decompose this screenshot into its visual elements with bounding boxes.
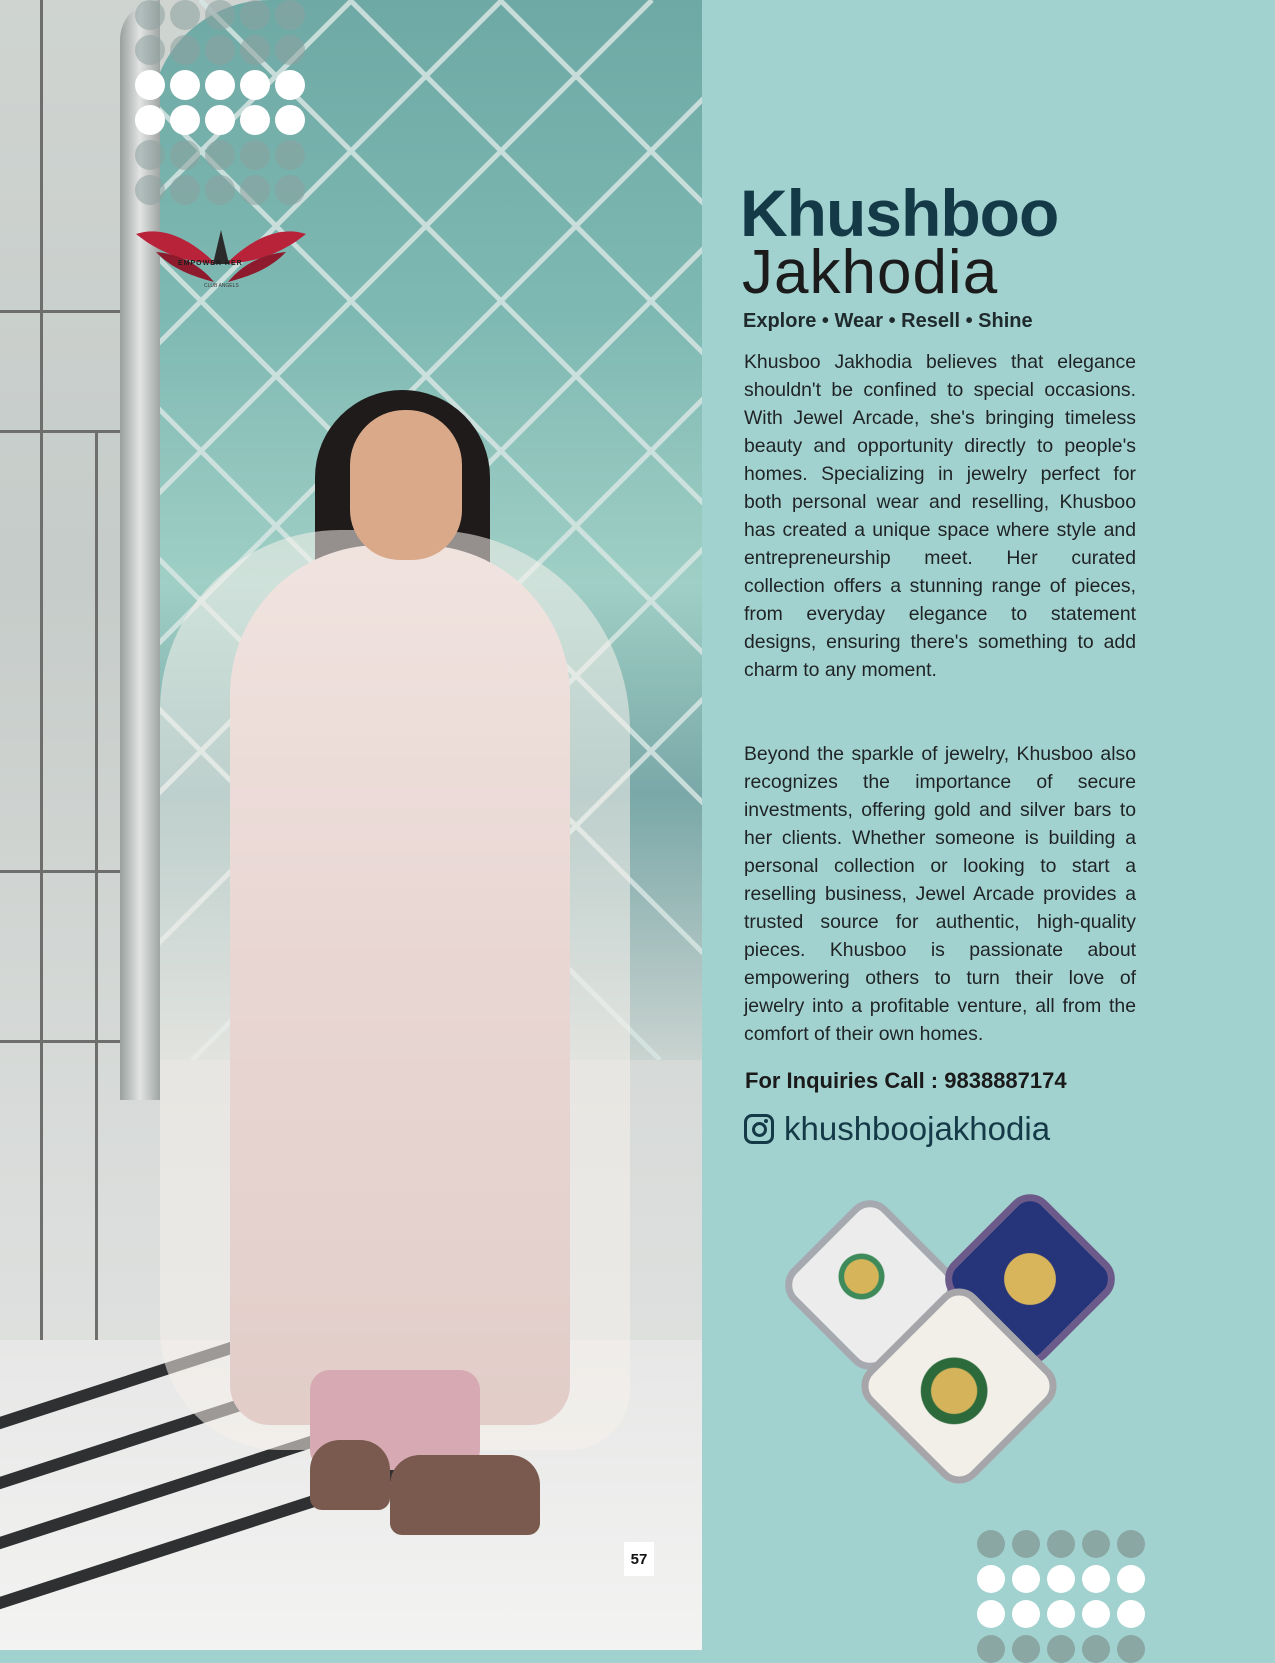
empower-her-logo-icon xyxy=(126,224,316,290)
woman-figure xyxy=(140,370,620,1570)
paragraph-intro: Khusboo Jakhodia believes that elegance shouldn't be confined to special occasions. With Jewel Arcade, she's bringing timeless beauty and opportunity directly to people's homes. Specializing in jewelry perfect for both personal wear and reselling, Khusboo has created a unique space where style and entrepreneurship meet. Her curated collection offers a stunning range of pieces, from everyday elegance to statement designs, ensuring there's something to add charm to any moment. xyxy=(744,351,1136,681)
decorative-dots-bottom xyxy=(977,1530,1145,1663)
page-number: 57 xyxy=(624,1542,654,1576)
paragraph-investments: Beyond the sparkle of jewelry, Khusboo also recognizes the importance of secure investments, offering gold and silver bars to her clients. Whether someone is building a personal collection or looking to start a reselling business, Jewel Arcade provides a trusted source for authentic, high-quality pieces. Khusboo is passionate about empowering others to turn their love of jewelry into a profitable venture, all from the comfort of their own homes. xyxy=(744,743,1136,1045)
last-name-heading: Jakhodia xyxy=(742,238,999,307)
decorative-dots-top xyxy=(135,0,305,205)
inquiry-phone: For Inquiries Call : 9838887174 xyxy=(745,1068,1067,1093)
tagline: Explore • Wear • Resell • Shine xyxy=(743,310,1033,332)
instagram-link[interactable] xyxy=(744,1110,1050,1148)
instagram-handle: khushboojakhodia xyxy=(784,1110,1051,1147)
instagram-icon xyxy=(744,1114,774,1144)
first-name-heading: Khushboo xyxy=(740,176,1059,250)
logo-subtext: CLUB ANGELS xyxy=(204,283,239,289)
logo-text: EMPOWER HER xyxy=(178,260,243,267)
jewelry-collage xyxy=(765,1180,1115,1530)
